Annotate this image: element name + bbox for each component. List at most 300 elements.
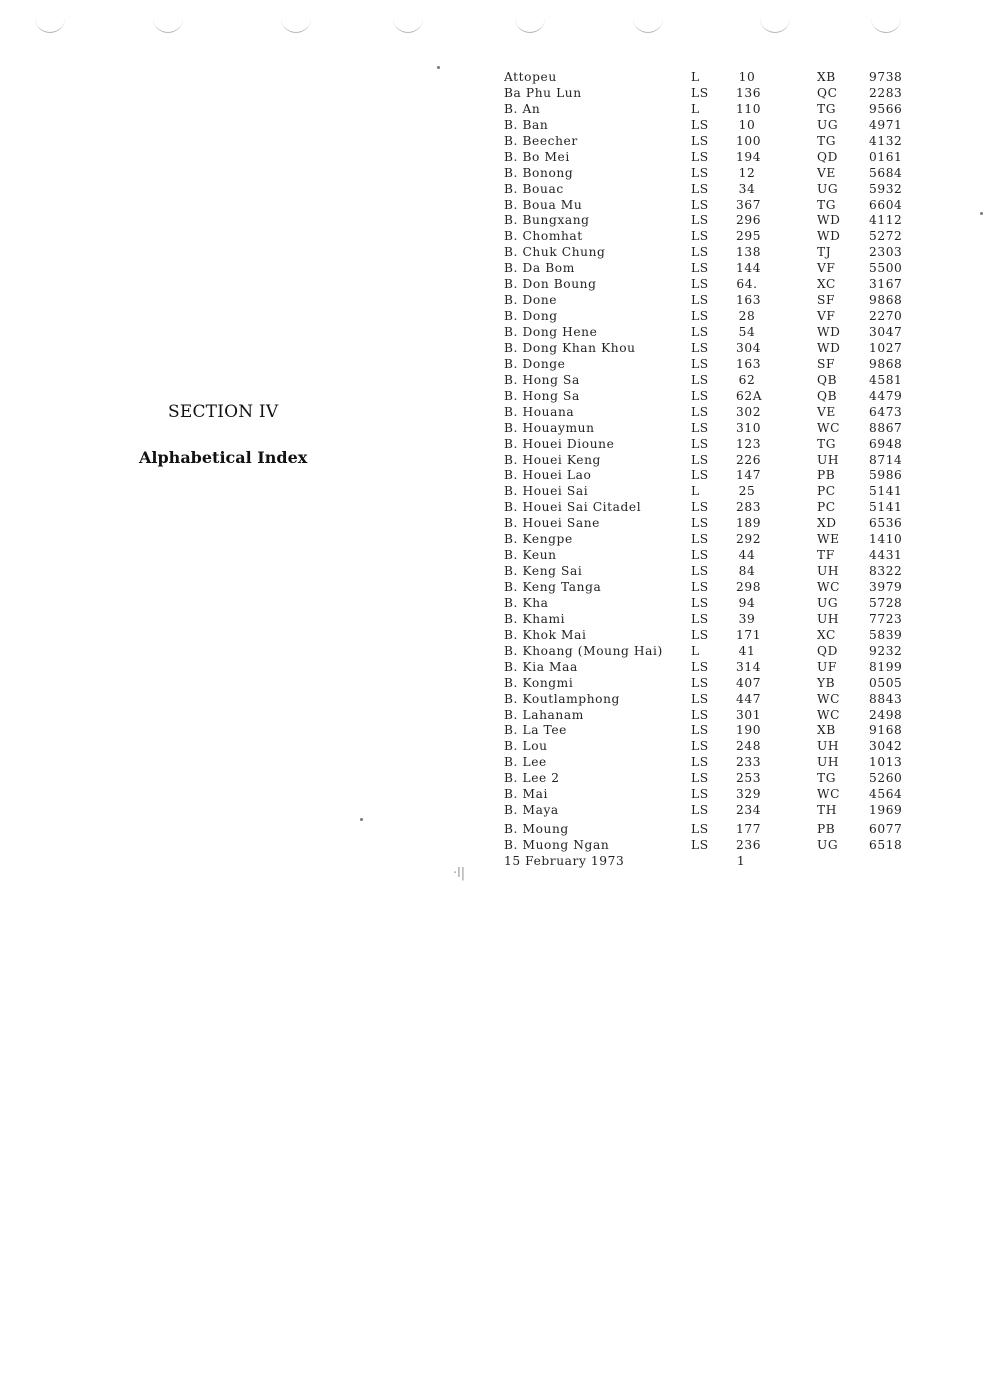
entry-number: 10 [738,70,756,84]
entry-grid-square: PB [817,822,836,837]
index-row [504,357,914,373]
entry-type: LS [691,595,709,610]
index-row [504,660,914,676]
entry-name: B. Chuk Chung [504,245,606,260]
entry-name: B. Da Bom [504,261,575,276]
entry-coordinates: 3979 [869,580,903,594]
entry-number: 367 [736,197,762,212]
entry-grid-square: UH [817,739,840,754]
entry-name: B. Done [504,293,558,308]
index-row [504,325,914,341]
index-row [504,277,914,293]
entry-coordinates: 4112 [869,213,903,228]
index-row [504,468,914,484]
entry-coordinates: 5728 [869,595,903,610]
entry-number: 236 [736,838,762,852]
entry-name: B. Bonong [504,165,574,180]
index-row [504,453,914,469]
entry-grid-square: QB [817,388,838,403]
entry-name: B. Houei Sai [504,484,589,499]
entry-grid-square: VE [817,404,836,419]
index-row [504,564,914,580]
index-row [504,548,914,564]
entry-coordinates: 2498 [869,707,903,722]
entry-number: 301 [736,707,762,722]
entry-name: B. Mai [504,787,548,802]
entry-number: 171 [736,627,762,642]
entry-name: B. La Tee [504,723,567,738]
entry-type: LS [691,739,709,754]
entry-type: LS [691,452,709,467]
entry-grid-square: TG [817,771,837,786]
entry-coordinates: 3047 [869,325,903,339]
entry-type: LS [691,149,709,164]
entry-name: Ba Phu Lun [504,85,582,100]
index-row [504,182,914,198]
index-row [504,739,914,755]
entry-name: B. Chomhat [504,229,583,244]
entry-coordinates: 3042 [869,739,903,754]
entry-grid-square: UH [817,755,840,770]
entry-type: LS [691,468,709,483]
entry-coordinates: 7723 [869,611,903,626]
entry-grid-square: QD [817,643,838,658]
scan-mark: ·l| [453,866,466,881]
entry-name: B. Houei Lao [504,468,592,483]
entry-number: 138 [736,245,762,260]
entry-coordinates: 5272 [869,229,903,244]
entry-coordinates: 1027 [869,340,903,355]
entry-grid-square: WD [817,229,841,244]
entry-name: B. Houei Dioune [504,436,615,451]
entry-name: B. Koutlamphong [504,691,620,706]
entry-coordinates: 8714 [869,452,903,467]
section-subtitle: Alphabetical Index [139,448,308,467]
index-row [504,86,914,102]
entry-type: LS [691,611,709,626]
entry-coordinates: 6948 [869,436,903,451]
entry-type: LS [691,261,709,276]
entry-name: B. Bouac [504,181,564,196]
entry-coordinates: 0161 [869,149,903,164]
entry-number: 292 [736,532,762,547]
entry-grid-square: XC [817,627,836,642]
entry-grid-square: PB [817,468,836,483]
entry-name: B. Keng Sai [504,564,583,579]
entry-coordinates: 4479 [869,388,903,403]
entry-grid-square: TG [817,436,837,451]
entry-name: B. Boua Mu [504,197,583,212]
entry-number: 44 [738,548,756,563]
entry-name: B. Bo Mei [504,149,570,164]
entry-number: 25 [738,484,756,499]
entry-number: 100 [736,133,762,148]
entry-type: LS [691,197,709,212]
entry-grid-square: WD [817,340,841,355]
entry-grid-square: TH [817,803,837,818]
index-row [504,389,914,405]
entry-number: 194 [736,149,762,164]
entry-coordinates: 9566 [869,101,903,116]
entry-grid-square: XC [817,277,836,292]
entry-name: B. Kongmi [504,675,574,690]
entry-type: LS [691,133,709,148]
entry-grid-square: WC [817,707,841,722]
entry-type: LS [691,675,709,690]
entry-type: LS [691,245,709,260]
entry-number: 41 [738,643,756,658]
entry-type: LS [691,659,709,674]
alphabetical-index-table [504,70,914,854]
index-row [504,532,914,548]
entry-number: 34 [738,181,756,196]
entry-type: LS [691,838,709,852]
entry-coordinates: 6604 [869,197,903,212]
entry-grid-square: TF [817,548,835,563]
entry-name: B. Donge [504,356,566,371]
entry-grid-square: VF [817,309,836,324]
entry-name: B. Houana [504,404,575,419]
index-row [504,150,914,166]
punch-hole-mark [633,18,663,33]
entry-type: LS [691,420,709,435]
entry-grid-square: TG [817,101,837,116]
entry-number: 314 [736,659,762,674]
entry-name: B. Lee 2 [504,771,560,786]
entry-coordinates: 6518 [869,838,903,852]
entry-grid-square: XB [817,70,836,84]
entry-name: B. Hong Sa [504,388,580,403]
punch-hole-mark [153,18,183,33]
entry-grid-square: WC [817,691,841,706]
entry-coordinates: 5684 [869,165,903,180]
entry-name: B. Maya [504,803,559,818]
entry-name: B. An [504,101,541,116]
index-row [504,134,914,150]
entry-number: 163 [736,293,762,308]
entry-grid-square: WC [817,787,841,802]
entry-coordinates: 1969 [869,803,903,818]
index-row [504,421,914,437]
entry-grid-square: QC [817,85,838,100]
index-row [504,771,914,787]
entry-number: 310 [736,420,762,435]
entry-number: 329 [736,787,762,802]
entry-name: B. Dong Hene [504,325,598,339]
entry-grid-square: WC [817,580,841,594]
entry-grid-square: WE [817,532,840,547]
entry-coordinates: 5141 [869,500,903,515]
entry-grid-square: VE [817,165,836,180]
index-row [504,628,914,644]
entry-type: LS [691,548,709,563]
entry-number: 295 [736,229,762,244]
entry-name: B. Muong Ngan [504,838,610,852]
entry-grid-square: QB [817,372,838,387]
entry-number: 283 [736,500,762,515]
entry-grid-square: WD [817,213,841,228]
entry-number: 248 [736,739,762,754]
entry-number: 64. [736,277,758,292]
entry-grid-square: SF [817,356,836,371]
entry-type: LS [691,117,709,132]
index-row [504,373,914,389]
index-row [504,213,914,229]
entry-number: 226 [736,452,762,467]
entry-grid-square: UG [817,181,839,196]
entry-grid-square: PC [817,500,836,515]
entry-name: B. Lee [504,755,547,770]
entry-grid-square: TJ [817,245,832,260]
entry-type: LS [691,293,709,308]
entry-coordinates: 5141 [869,484,903,499]
entry-grid-square: PC [817,484,836,499]
entry-name: B. Houei Sai Citadel [504,500,642,515]
entry-coordinates: 8843 [869,691,903,706]
entry-type: LS [691,500,709,515]
entry-number: 177 [736,822,762,837]
entry-grid-square: UH [817,564,840,579]
entry-coordinates: 2283 [869,85,903,100]
index-row [504,500,914,516]
index-row [504,309,914,325]
index-row [504,822,914,838]
entry-coordinates: 4564 [869,787,903,802]
entry-number: 84 [738,564,756,579]
entry-grid-square: UG [817,595,839,610]
entry-coordinates: 5500 [869,261,903,276]
index-row [504,803,914,819]
punch-hole-mark [515,18,545,33]
entry-type: LS [691,325,709,339]
entry-number: 163 [736,356,762,371]
index-row [504,644,914,660]
entry-number: 28 [738,309,756,324]
entry-type: L [691,484,700,499]
index-row [504,838,914,854]
entry-name: B. Kengpe [504,532,573,547]
entry-type: LS [691,165,709,180]
index-row [504,580,914,596]
entry-coordinates: 2303 [869,245,903,260]
entry-number: 190 [736,723,762,738]
entry-type: LS [691,404,709,419]
entry-number: 62 [738,372,756,387]
entry-type: L [691,70,700,84]
entry-grid-square: TG [817,133,837,148]
page-footer [504,853,914,869]
entry-number: 233 [736,755,762,770]
entry-coordinates: 9868 [869,356,903,371]
index-row [504,484,914,500]
page-number: 1 [736,854,746,868]
entry-coordinates: 4431 [869,548,903,563]
entry-name: B. Ban [504,117,549,132]
entry-name: B. Dong Khan Khou [504,340,636,355]
entry-coordinates: 5260 [869,771,903,786]
entry-type: LS [691,822,709,837]
entry-name: B. Khami [504,611,566,626]
entry-coordinates: 6536 [869,516,903,531]
index-row [504,245,914,261]
entry-name: B. Moung [504,822,569,837]
entry-coordinates: 1013 [869,755,903,770]
entry-name: B. Houaymun [504,420,595,435]
index-row [504,787,914,803]
entry-coordinates: 6473 [869,404,903,419]
entry-coordinates: 6077 [869,822,903,837]
entry-type: LS [691,803,709,818]
entry-type: LS [691,580,709,594]
entry-coordinates: 9738 [869,70,903,84]
entry-coordinates: 5932 [869,181,903,196]
entry-number: 407 [736,675,762,690]
entry-grid-square: VF [817,261,836,276]
punch-hole-mark [281,18,311,33]
entry-type: LS [691,277,709,292]
entry-grid-square: UH [817,611,840,626]
entry-coordinates: 4581 [869,372,903,387]
entry-coordinates: 9168 [869,723,903,738]
entry-type: LS [691,627,709,642]
entry-name: B. Lou [504,739,548,754]
index-row [504,118,914,134]
entry-coordinates: 8867 [869,420,903,435]
entry-number: 136 [736,85,762,100]
entry-grid-square: UG [817,117,839,132]
section-title: SECTION IV [168,402,279,422]
entry-coordinates: 5839 [869,627,903,642]
entry-type: LS [691,213,709,228]
entry-coordinates: 8199 [869,659,903,674]
entry-grid-square: XB [817,723,836,738]
entry-type: LS [691,755,709,770]
entry-type: LS [691,388,709,403]
entry-coordinates: 4132 [869,133,903,148]
index-row [504,261,914,277]
entry-name: B. Bungxang [504,213,590,228]
index-row [504,437,914,453]
entry-type: LS [691,309,709,324]
entry-number: 94 [738,595,756,610]
entry-grid-square: QD [817,149,838,164]
entry-number: 144 [736,261,762,276]
index-row [504,341,914,357]
entry-coordinates: 3167 [869,277,903,292]
entry-name: B. Khoang (Moung Hai) [504,643,663,658]
entry-name: B. Beecher [504,133,578,148]
entry-type: LS [691,532,709,547]
index-row [504,676,914,692]
entry-type: L [691,643,700,658]
entry-type: LS [691,85,709,100]
index-row [504,755,914,771]
punch-hole-mark [35,18,65,33]
entry-number: 39 [738,611,756,626]
index-row [504,198,914,214]
index-row [504,596,914,612]
entry-type: LS [691,691,709,706]
entry-number: 147 [736,468,762,483]
punch-hole-mark [871,18,901,33]
index-row [504,612,914,628]
entry-coordinates: 8322 [869,564,903,579]
entry-number: 253 [736,771,762,786]
entry-number: 54 [738,325,756,339]
entry-name: B. Houei Keng [504,452,601,467]
entry-type: LS [691,229,709,244]
scan-speck [980,212,983,215]
entry-number: 447 [736,691,762,706]
entry-coordinates: 2270 [869,309,903,324]
entry-number: 12 [738,165,756,180]
entry-grid-square: XD [817,516,837,531]
entry-type: LS [691,340,709,355]
index-row [504,102,914,118]
entry-number: 110 [736,101,762,116]
entry-grid-square: SF [817,293,836,308]
entry-name: B. Hong Sa [504,372,580,387]
entry-name: B. Keng Tanga [504,580,602,594]
entry-name: B. Khok Mai [504,627,587,642]
entry-name: B. Don Boung [504,277,597,292]
entry-coordinates: 9868 [869,293,903,308]
index-row [504,708,914,724]
entry-number: 62A [736,388,763,403]
entry-grid-square: WC [817,420,841,435]
entry-type: LS [691,356,709,371]
entry-type: LS [691,787,709,802]
entry-coordinates: 5986 [869,468,903,483]
entry-name: B. Lahanam [504,707,584,722]
entry-name: Attopeu [504,70,557,84]
entry-type: LS [691,564,709,579]
entry-type: L [691,101,700,116]
entry-coordinates: 9232 [869,643,903,658]
entry-name: B. Kia Maa [504,659,578,674]
index-row [504,692,914,708]
entry-type: LS [691,707,709,722]
entry-name: B. Houei Sane [504,516,600,531]
index-row [504,229,914,245]
index-row [504,70,914,86]
entry-number: 189 [736,516,762,531]
entry-type: LS [691,372,709,387]
entry-number: 234 [736,803,762,818]
entry-name: B. Dong [504,309,558,324]
entry-grid-square: WD [817,325,841,339]
entry-type: LS [691,181,709,196]
index-row [504,166,914,182]
scan-speck [437,66,440,69]
index-row [504,293,914,309]
entry-type: LS [691,516,709,531]
punch-hole-mark [760,18,790,33]
entry-grid-square: TG [817,197,837,212]
scan-speck [360,818,363,821]
entry-grid-square: UF [817,659,837,674]
entry-type: LS [691,436,709,451]
entry-number: 123 [736,436,762,451]
punch-hole-mark [393,18,423,33]
entry-coordinates: 4971 [869,117,903,132]
entry-number: 302 [736,404,762,419]
index-row [504,516,914,532]
entry-number: 296 [736,213,762,228]
index-row [504,723,914,739]
entry-grid-square: UG [817,838,839,852]
entry-number: 298 [736,580,762,594]
